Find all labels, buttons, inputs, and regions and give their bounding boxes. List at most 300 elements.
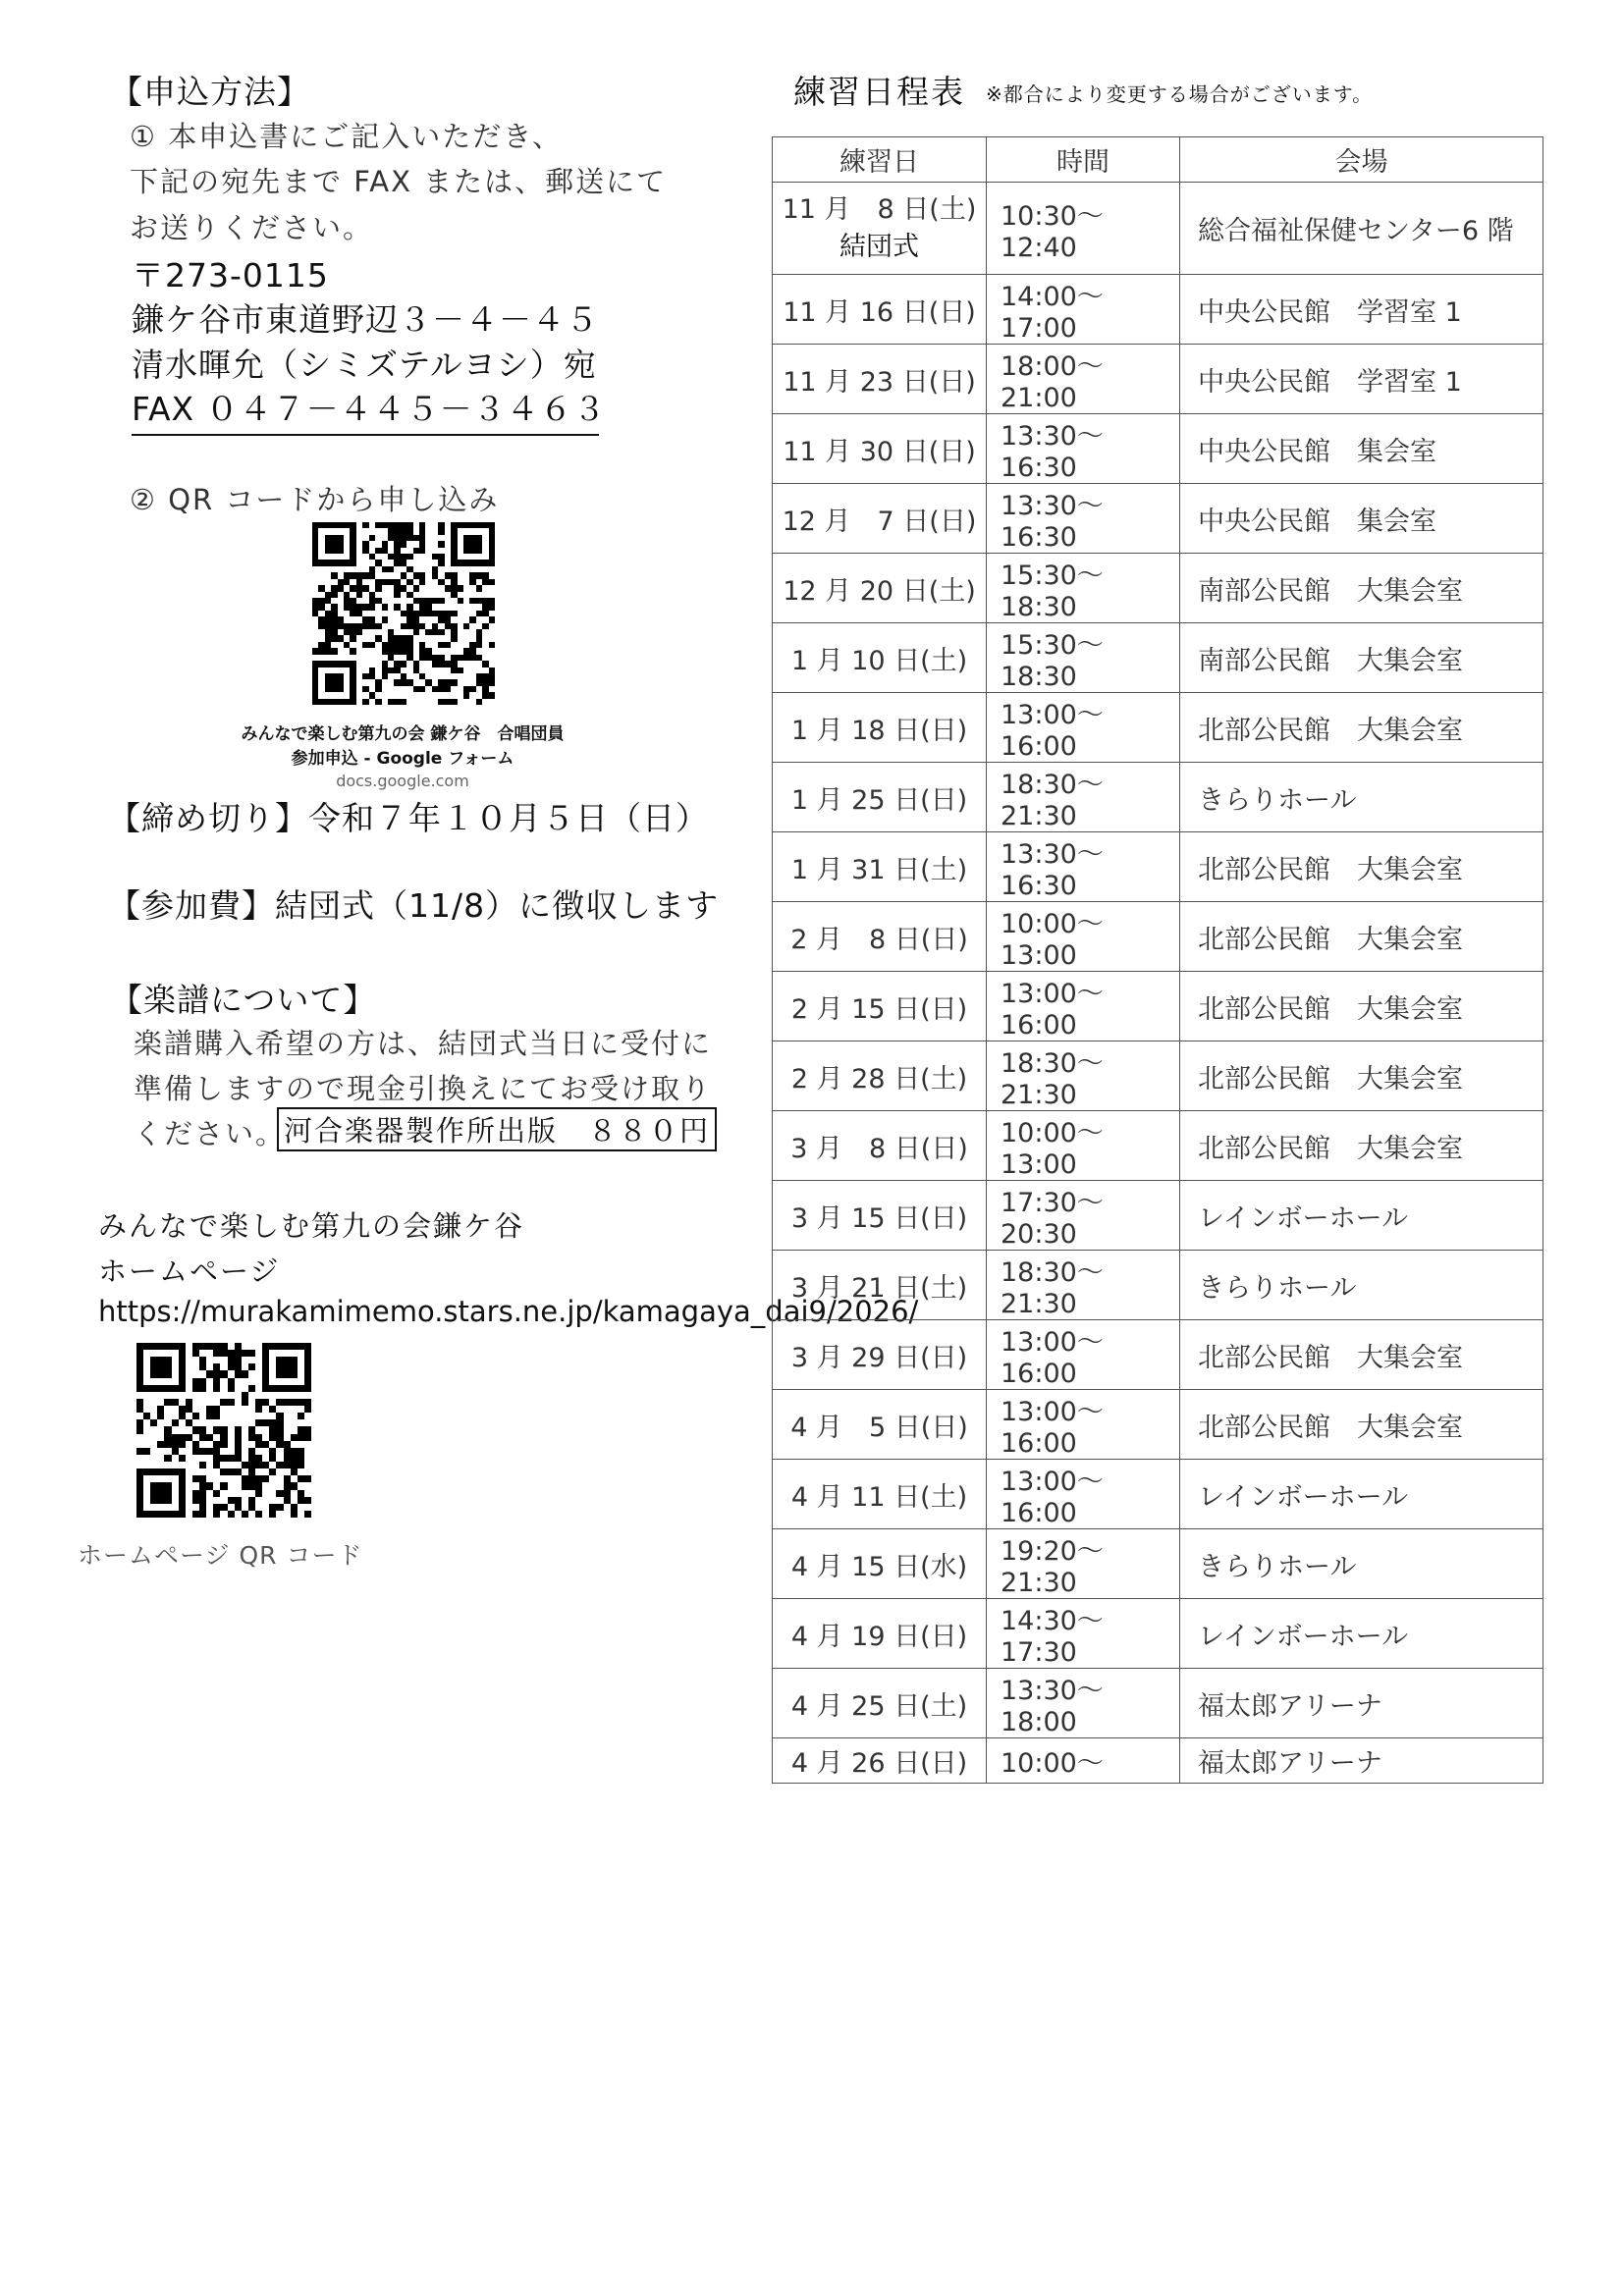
qr-module	[157, 1350, 164, 1357]
qr-module	[179, 1468, 186, 1475]
qr-module	[186, 1490, 192, 1497]
qr-module	[255, 1504, 262, 1511]
qr-module	[220, 1511, 227, 1518]
qr-module	[199, 1406, 206, 1413]
qr-module	[220, 1462, 227, 1468]
qr-module	[284, 1392, 291, 1399]
qr-module	[206, 1441, 213, 1448]
qr-module	[298, 1363, 304, 1370]
qr-module	[269, 1511, 276, 1518]
qr-module	[136, 1378, 143, 1385]
qr-module	[304, 1363, 311, 1370]
qr-module	[235, 1370, 242, 1377]
qr-module	[192, 1343, 199, 1350]
qr-module	[248, 1419, 255, 1426]
qr-module	[304, 1350, 311, 1357]
qr-module	[186, 1406, 192, 1413]
qr-module	[304, 1419, 311, 1426]
qr-module	[255, 1406, 262, 1413]
qr-module	[242, 1363, 248, 1370]
qr-module	[242, 1406, 248, 1413]
qr-module	[143, 1511, 150, 1518]
qr-module	[220, 1370, 227, 1377]
homepage-qr-caption: ホームページ QR コード	[78, 1541, 363, 1570]
qr-module	[143, 1392, 150, 1399]
qr-module	[284, 1497, 291, 1504]
qr-module	[255, 1497, 262, 1504]
qr-module	[164, 1413, 171, 1419]
form-domain: docs.google.com	[336, 772, 469, 790]
qr-module	[213, 1482, 220, 1489]
qr-module	[220, 1490, 227, 1497]
row-time: 13:00～16:00	[987, 693, 1180, 763]
deadline: 【締め切り】令和７年１０月５日（日）	[108, 799, 709, 837]
table-row	[773, 832, 1543, 902]
qr-module	[186, 1385, 192, 1392]
row-time: 13:30～16:30	[987, 414, 1180, 484]
qr-module	[186, 1413, 192, 1419]
qr-module	[276, 1475, 283, 1482]
qr-module	[248, 1343, 255, 1350]
qr-module	[179, 1406, 186, 1413]
qr-module	[262, 1357, 269, 1363]
qr-module	[172, 1441, 179, 1448]
qr-module	[172, 1482, 179, 1489]
header-venue: 会場	[1180, 137, 1543, 183]
row-time: 18:30～21:30	[987, 1041, 1180, 1111]
qr-module	[213, 1434, 220, 1441]
qr-module	[235, 1434, 242, 1441]
qr-module	[228, 1468, 235, 1475]
qr-module	[213, 1504, 220, 1511]
qr-module	[164, 1363, 171, 1370]
qr-module	[186, 1357, 192, 1363]
qr-module	[150, 1448, 157, 1455]
qr-module	[213, 1426, 220, 1433]
qr-module	[157, 1413, 164, 1419]
row-time: 13:30～16:30	[987, 484, 1180, 554]
qr-module	[206, 1490, 213, 1497]
qr-module	[150, 1385, 157, 1392]
qr-module	[255, 1363, 262, 1370]
qr-module	[276, 1455, 283, 1462]
score-price-box: 河合楽器製作所出版 ８８０円	[277, 1107, 717, 1151]
row-date: 3 月 21 日(土)	[773, 1251, 987, 1320]
row-venue: きらりホール	[1180, 1529, 1543, 1599]
qr-module	[298, 1468, 304, 1475]
row-time: 18:30～21:30	[987, 763, 1180, 832]
qr-module	[150, 1392, 157, 1399]
qr-module	[235, 1406, 242, 1413]
qr-module	[150, 1511, 157, 1518]
qr-module	[192, 1363, 199, 1370]
qr-module	[199, 1482, 206, 1489]
qr-module	[172, 1504, 179, 1511]
qr-module	[220, 1399, 227, 1406]
qr-module	[186, 1462, 192, 1468]
qr-module	[157, 1426, 164, 1433]
qr-module	[304, 1511, 311, 1518]
qr-module	[298, 1385, 304, 1392]
qr-module	[199, 1419, 206, 1426]
qr-module	[150, 1378, 157, 1385]
qr-module	[186, 1441, 192, 1448]
qr-module	[228, 1399, 235, 1406]
qr-module	[164, 1504, 171, 1511]
qr-module	[172, 1419, 179, 1426]
qr-module	[199, 1475, 206, 1482]
qr-module	[192, 1392, 199, 1399]
qr-module	[179, 1419, 186, 1426]
qr-module	[213, 1441, 220, 1448]
qr-module	[157, 1448, 164, 1455]
qr-module	[248, 1455, 255, 1462]
qr-module	[150, 1462, 157, 1468]
qr-module	[136, 1448, 143, 1455]
qr-module	[192, 1497, 199, 1504]
qr-module	[192, 1468, 199, 1475]
row-venue: レインボーホール	[1180, 1599, 1543, 1669]
qr-module	[206, 1455, 213, 1462]
qr-module	[220, 1448, 227, 1455]
participation-fee: 【参加費】結団式（11/8）に徴収します	[108, 886, 720, 925]
qr-module	[179, 1385, 186, 1392]
qr-module	[262, 1497, 269, 1504]
qr-module	[157, 1434, 164, 1441]
qr-module	[228, 1482, 235, 1489]
qr-module	[172, 1378, 179, 1385]
qr-module	[220, 1378, 227, 1385]
qr-module	[136, 1426, 143, 1433]
qr-module	[186, 1426, 192, 1433]
qr-module	[298, 1350, 304, 1357]
table-row	[773, 484, 1543, 554]
qr-module	[235, 1497, 242, 1504]
qr-module	[228, 1455, 235, 1462]
qr-module	[186, 1497, 192, 1504]
row-date: 4 月 11 日(土)	[773, 1460, 987, 1529]
qr-module	[291, 1385, 298, 1392]
qr-module	[143, 1455, 150, 1462]
qr-module	[235, 1504, 242, 1511]
qr-module	[150, 1475, 157, 1482]
qr-module	[248, 1468, 255, 1475]
qr-module	[179, 1413, 186, 1419]
qr-module	[192, 1490, 199, 1497]
row-venue: 北部公民館 大集会室	[1180, 832, 1543, 902]
qr-module	[164, 1343, 171, 1350]
qr-module	[298, 1357, 304, 1363]
qr-module	[220, 1419, 227, 1426]
qr-module	[298, 1426, 304, 1433]
qr-module	[143, 1413, 150, 1419]
qr-module	[172, 1392, 179, 1399]
qr-module	[235, 1350, 242, 1357]
qr-module	[199, 1378, 206, 1385]
row-date: 11 月 23 日(日)	[773, 345, 987, 414]
score-line1: 楽譜購入希望の方は、結団式当日に受付に	[134, 1027, 713, 1060]
qr-module	[186, 1511, 192, 1518]
qr-module	[186, 1468, 192, 1475]
row-venue: きらりホール	[1180, 1251, 1543, 1320]
qr-module	[284, 1441, 291, 1448]
qr-module	[284, 1434, 291, 1441]
form-subtitle-caption: 参加申込 - Google フォーム	[291, 749, 514, 769]
qr-module	[262, 1385, 269, 1392]
qr-module	[242, 1434, 248, 1441]
qr-module	[262, 1434, 269, 1441]
qr-module	[298, 1504, 304, 1511]
qr-module	[136, 1441, 143, 1448]
qr-module	[298, 1490, 304, 1497]
qr-module	[157, 1504, 164, 1511]
qr-module	[242, 1343, 248, 1350]
row-date: 4 月 19 日(日)	[773, 1599, 987, 1669]
qr-module	[304, 1378, 311, 1385]
qr-module	[284, 1475, 291, 1482]
qr-module	[262, 1363, 269, 1370]
qr-module	[192, 1419, 199, 1426]
qr-module	[136, 1482, 143, 1489]
qr-module	[255, 1392, 262, 1399]
qr-module	[248, 1448, 255, 1455]
qr-module	[136, 1497, 143, 1504]
qr-module	[284, 1363, 291, 1370]
qr-module	[206, 1468, 213, 1475]
qr-module	[192, 1378, 199, 1385]
qr-module	[172, 1399, 179, 1406]
qr-module	[255, 1378, 262, 1385]
qr-module	[304, 1482, 311, 1489]
qr-module	[157, 1482, 164, 1489]
qr-module	[150, 1482, 157, 1489]
table-row	[773, 1320, 1543, 1390]
qr-module	[291, 1497, 298, 1504]
qr-module	[255, 1475, 262, 1482]
qr-module	[269, 1426, 276, 1433]
header-time: 時間	[987, 137, 1180, 183]
qr-module	[276, 1434, 283, 1441]
recipient-name: 清水暉允（シミズテルヨシ）宛	[132, 346, 597, 384]
qr-module	[242, 1482, 248, 1489]
homepage-url-link[interactable]: https://murakamimemo.stars.ne.jp/kamagaya_dai9/2026/	[98, 1295, 919, 1328]
qr-module	[199, 1357, 206, 1363]
qr-module	[206, 1385, 213, 1392]
qr-module	[291, 1504, 298, 1511]
qr-module	[179, 1448, 186, 1455]
qr-module	[291, 1392, 298, 1399]
row-time: 18:00～21:00	[987, 345, 1180, 414]
qr-module	[179, 1426, 186, 1433]
qr-module	[228, 1370, 235, 1377]
qr-module	[172, 1475, 179, 1482]
qr-module	[276, 1419, 283, 1426]
qr-module	[228, 1504, 235, 1511]
qr-module	[186, 1448, 192, 1455]
qr-module	[213, 1497, 220, 1504]
qr-module	[206, 1482, 213, 1489]
qr-module	[255, 1511, 262, 1518]
homepage-qr-code[interactable]	[136, 1343, 311, 1518]
qr-module	[228, 1490, 235, 1497]
qr-module	[164, 1426, 171, 1433]
row-time: 17:30～20:30	[987, 1181, 1180, 1251]
qr-module	[186, 1370, 192, 1377]
qr-module	[304, 1490, 311, 1497]
qr-module	[136, 1399, 143, 1406]
row-venue: 北部公民館 大集会室	[1180, 972, 1543, 1041]
qr-module	[248, 1497, 255, 1504]
qr-module	[284, 1511, 291, 1518]
qr-module	[164, 1370, 171, 1377]
qr-module	[255, 1343, 262, 1350]
qr-module	[304, 1406, 311, 1413]
qr-module	[235, 1482, 242, 1489]
row-time: 18:30～21:30	[987, 1251, 1180, 1320]
row-venue: 北部公民館 大集会室	[1180, 902, 1543, 972]
qr-module	[186, 1350, 192, 1357]
row-venue: レインボーホール	[1180, 1181, 1543, 1251]
qr-module	[164, 1392, 171, 1399]
qr-module	[298, 1475, 304, 1482]
row-venue: 北部公民館 大集会室	[1180, 1041, 1543, 1111]
qr-module	[136, 1385, 143, 1392]
qr-module	[192, 1475, 199, 1482]
qr-module	[262, 1426, 269, 1433]
qr-module	[172, 1511, 179, 1518]
qr-module	[242, 1378, 248, 1385]
qr-module	[262, 1482, 269, 1489]
qr-module	[179, 1475, 186, 1482]
qr-module	[206, 1497, 213, 1504]
qr-module	[242, 1350, 248, 1357]
qr-module	[220, 1343, 227, 1350]
qr-module	[255, 1350, 262, 1357]
row-date: 1 月 10 日(土)	[773, 623, 987, 693]
form-qr-code[interactable]	[312, 522, 495, 705]
qr-module	[262, 1370, 269, 1377]
qr-module	[143, 1475, 150, 1482]
row-venue: 中央公民館 学習室 1	[1180, 345, 1543, 414]
qr-module	[298, 1482, 304, 1489]
qr-module	[199, 1426, 206, 1433]
qr-module	[136, 1434, 143, 1441]
qr-module	[157, 1378, 164, 1385]
qr-module	[248, 1434, 255, 1441]
qr-module	[143, 1419, 150, 1426]
row-date: 12 月 20 日(土)	[773, 554, 987, 623]
qr-module	[269, 1434, 276, 1441]
qr-module	[179, 1462, 186, 1468]
qr-module	[298, 1392, 304, 1399]
qr-module	[143, 1482, 150, 1489]
qr-module	[291, 1462, 298, 1468]
qr-module	[186, 1482, 192, 1489]
qr-module	[269, 1350, 276, 1357]
table-row	[773, 183, 1543, 275]
qr-module	[157, 1399, 164, 1406]
row-time: 13:30～18:00	[987, 1669, 1180, 1738]
qr-module	[199, 1490, 206, 1497]
qr-module	[262, 1448, 269, 1455]
qr-module	[213, 1468, 220, 1475]
qr-module	[157, 1475, 164, 1482]
qr-module	[172, 1434, 179, 1441]
qr-module	[298, 1434, 304, 1441]
qr-module	[157, 1441, 164, 1448]
qr-module	[276, 1357, 283, 1363]
row-venue: 南部公民館 大集会室	[1180, 623, 1543, 693]
qr-module	[269, 1392, 276, 1399]
qr-module	[228, 1448, 235, 1455]
qr-module	[276, 1413, 283, 1419]
qr-module	[136, 1392, 143, 1399]
qr-module	[235, 1357, 242, 1363]
qr-module	[262, 1413, 269, 1419]
table-row	[773, 1599, 1543, 1669]
qr-module	[262, 1399, 269, 1406]
qr-module	[255, 1370, 262, 1377]
qr-module	[262, 1475, 269, 1482]
qr-module	[248, 1413, 255, 1419]
qr-module	[304, 1455, 311, 1462]
qr-module	[284, 1399, 291, 1406]
score-line2: 準備しますので現金引換えにてお受け取り	[134, 1072, 713, 1105]
qr-module	[192, 1350, 199, 1357]
qr-module	[248, 1399, 255, 1406]
qr-module	[228, 1419, 235, 1426]
qr-module	[164, 1419, 171, 1426]
qr-module	[136, 1511, 143, 1518]
qr-module	[143, 1462, 150, 1468]
qr-module	[136, 1504, 143, 1511]
qr-module	[242, 1392, 248, 1399]
qr-module	[199, 1462, 206, 1468]
row-date: 2 月 28 日(土)	[773, 1041, 987, 1111]
qr-module	[213, 1462, 220, 1468]
qr-module	[179, 1490, 186, 1497]
qr-module	[220, 1497, 227, 1504]
qr-module	[192, 1370, 199, 1377]
homepage-org-name: みんなで楽しむ第九の会鎌ケ谷	[98, 1209, 525, 1243]
qr-module	[284, 1468, 291, 1475]
row-time: 13:30～16:30	[987, 832, 1180, 902]
qr-module	[291, 1426, 298, 1433]
qr-module	[164, 1350, 171, 1357]
qr-module	[284, 1350, 291, 1357]
qr-module	[192, 1504, 199, 1511]
qr-module	[284, 1378, 291, 1385]
qr-module	[276, 1426, 283, 1433]
qr-module	[143, 1363, 150, 1370]
qr-module	[157, 1385, 164, 1392]
qr-module	[157, 1455, 164, 1462]
qr-module	[262, 1378, 269, 1385]
qr-module	[276, 1448, 283, 1455]
qr-module	[291, 1475, 298, 1482]
qr-module	[235, 1511, 242, 1518]
qr-module	[186, 1399, 192, 1406]
qr-module	[143, 1370, 150, 1377]
table-row	[773, 1529, 1543, 1599]
qr-module	[248, 1462, 255, 1468]
mailing-address: 鎌ケ谷市東道野辺３－４－４５	[132, 300, 599, 339]
row-date: 2 月 8 日(日)	[773, 902, 987, 972]
qr-module	[179, 1455, 186, 1462]
qr-module	[262, 1350, 269, 1357]
qr-module	[248, 1385, 255, 1392]
qr-module	[164, 1448, 171, 1455]
